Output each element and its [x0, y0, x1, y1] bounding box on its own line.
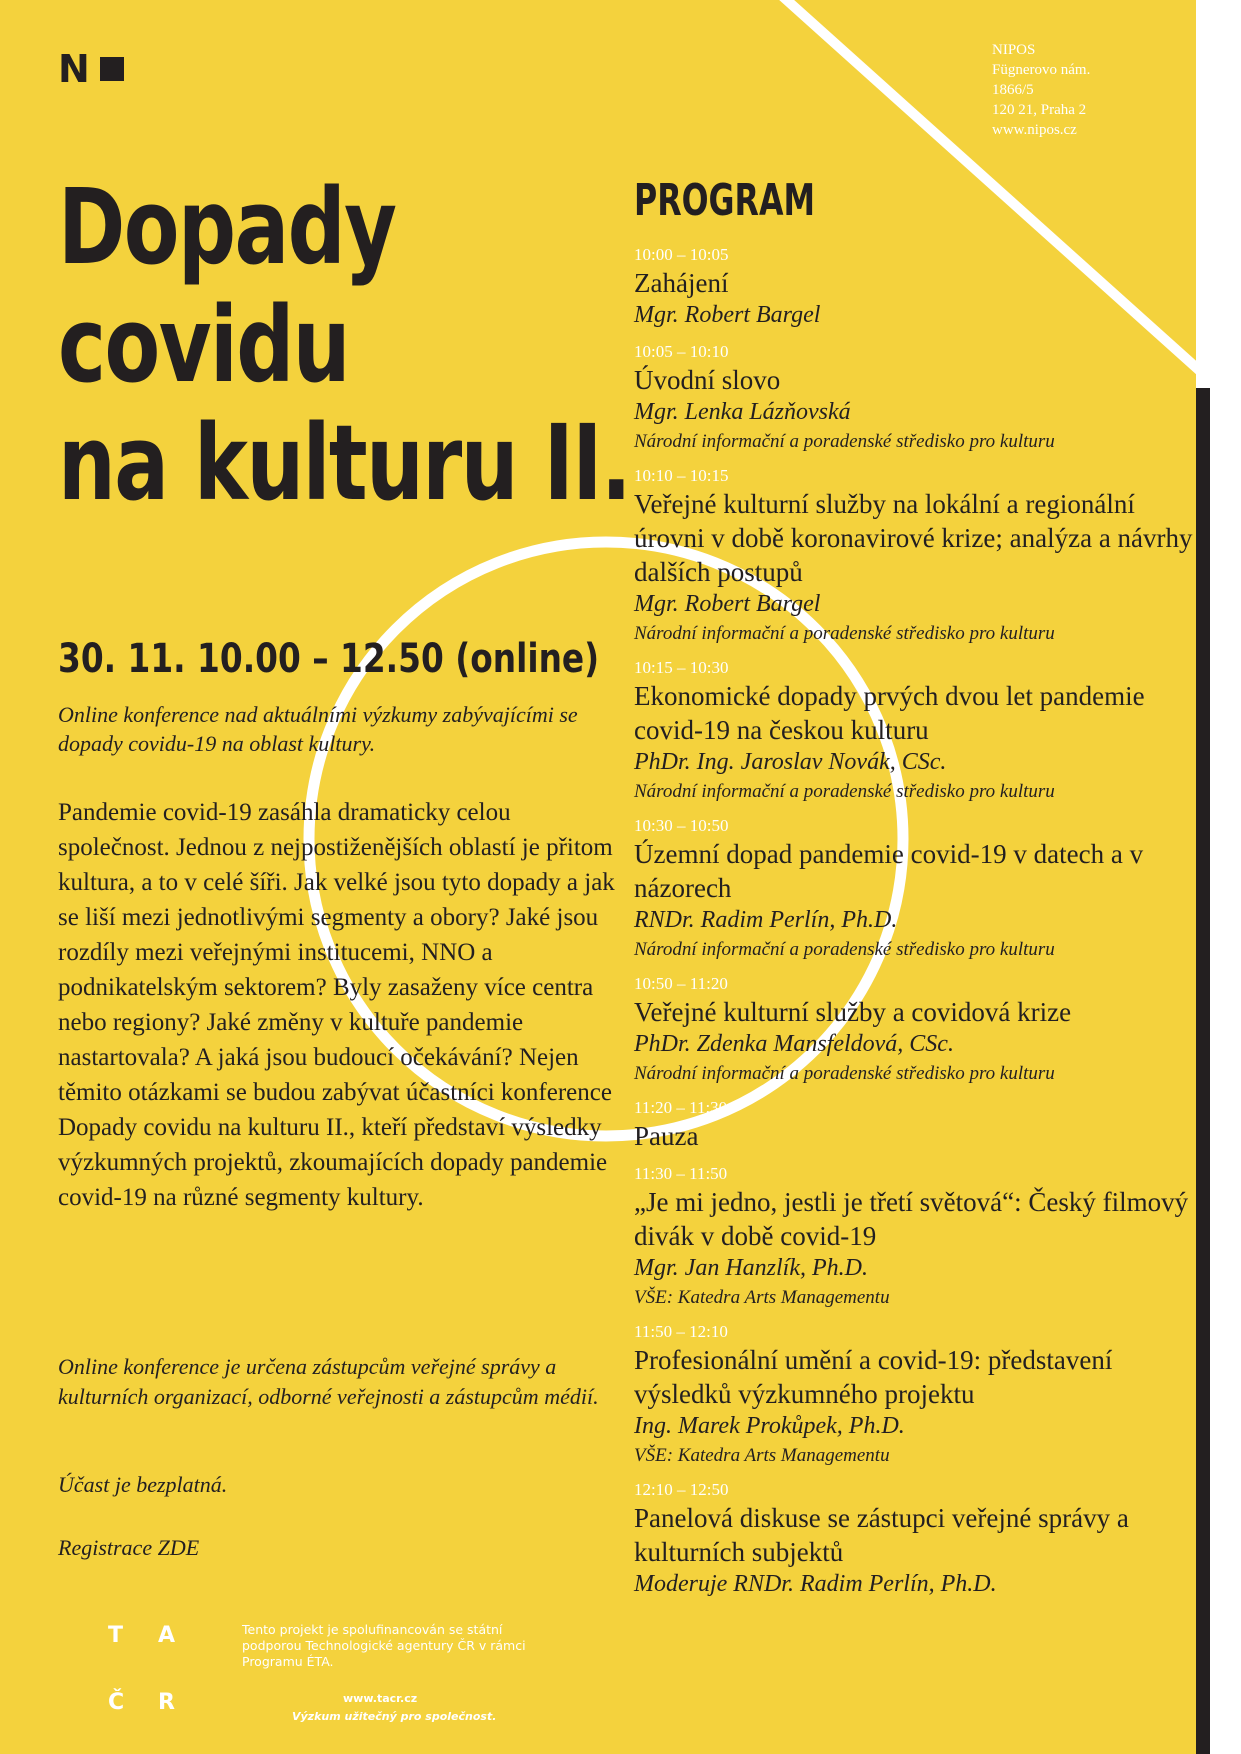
program-speaker: PhDr. Zdenka Mansfeldová, CSc.	[634, 1031, 954, 1057]
tacr-logo	[108, 1623, 208, 1715]
program-institution: Národní informační a poradenské středisko pro kulturu	[634, 939, 1055, 960]
program-institution: Národní informační a poradenské středisko pro kulturu	[634, 623, 1055, 644]
address-line[interactable]: www.nipos.cz	[992, 122, 1077, 138]
address-line: Fügnerovo nám.	[992, 62, 1091, 78]
nipos-logo	[58, 47, 124, 91]
program-item	[634, 341, 1194, 455]
program-item	[634, 465, 1194, 647]
title-line: na kulturu II.	[58, 402, 631, 524]
program-institution: VŠE: Katedra Arts Managementu	[634, 1445, 890, 1466]
program-speaker: Mgr. Robert Bargel	[634, 591, 821, 617]
program-time: 10:30 – 10:50	[634, 816, 729, 835]
page-title	[58, 168, 630, 522]
program-item	[634, 657, 1194, 805]
tacr-url-link[interactable]: www.tacr.cz	[343, 1692, 418, 1705]
program-time: 12:10 – 12:50	[634, 1480, 729, 1499]
logo-letter: N	[58, 47, 90, 91]
program-list	[634, 244, 1194, 1610]
program-title: Veřejné kulturní služby a covidová krize	[634, 997, 1072, 1027]
program-item	[634, 815, 1194, 963]
program-title: Úvodní slovo	[634, 365, 781, 395]
program-item	[634, 1321, 1194, 1469]
tacr-funding-text: Tento projekt je spolufinancován se státní podporou Technologické agentury ČR v rámci Programu ÉTA.	[242, 1622, 526, 1669]
program-institution: Národní informační a poradenské středisko pro kulturu	[634, 1063, 1055, 1084]
program-time: 11:20 – 11:30	[634, 1098, 728, 1117]
tacr-letter: Č	[108, 1690, 125, 1715]
free-admission-note: Účast je bezplatná.	[58, 1472, 228, 1497]
program-time: 10:15 – 10:30	[634, 658, 729, 677]
tacr-letter: A	[158, 1623, 176, 1648]
program-item	[634, 1479, 1194, 1600]
body-text: Pandemie covid-19 zasáhla dramaticky celou společnost. Jednou z nejpostiženějších oblastí je přitom kultura, a to v celé šíři. Jak velké jsou tyto dopady a jak se liší mezi jednotlivými segmenty a obory? Jaké jsou rozdíly mezi veřejnými institucemi, NNO a podnikatelským sektorem? Byly zasaženy více centra nebo regiony? Jaké změny v kultuře pandemie nastartovala? A jaká jsou budoucí očekávání? Nejen těmito otázkami se budou zabývat účastníci konference Dopady covidu na kulturu II., kteří představí výsledky výzkumných projektů, zkoumajících dopady pandemie covid-19 na různé segmenty kultury.	[58, 799, 615, 1211]
program-speaker: Mgr. Lenka Lázňovská	[634, 399, 851, 425]
program-title: Profesionální umění a covid-19: představení výsledků výzkumného projektu	[634, 1345, 1113, 1409]
event-datetime: 30. 11. 10.00 – 12.50 (online)	[58, 636, 600, 682]
program-title: Územní dopad pandemie covid-19 v datech a v názorech	[634, 839, 1144, 903]
program-institution: Národní informační a poradenské středisko pro kulturu	[634, 431, 1055, 452]
address-line: 120 21, Praha 2	[992, 102, 1087, 118]
tacr-letter: R	[158, 1690, 175, 1715]
intro-text: Online konference nad aktuálními výzkumy zabývajícími se dopady covidu-19 na oblast kultury.	[58, 702, 578, 756]
program-speaker: Moderuje RNDr. Radim Perlín, Ph.D.	[634, 1571, 997, 1597]
program-title: Pauza	[634, 1121, 699, 1151]
tacr-letter: T	[108, 1623, 124, 1648]
program-time: 10:10 – 10:15	[634, 466, 729, 485]
program-item	[634, 1163, 1194, 1311]
program-time: 11:30 – 11:50	[634, 1164, 728, 1183]
program-title: Ekonomické dopady prvých dvou let pandemie covid-19 na českou kulturu	[634, 681, 1145, 745]
registration-link[interactable]: Registrace ZDE	[58, 1535, 200, 1560]
program-title: „Je mi jedno, jestli je třetí světová“: Český filmový divák v době covid-19	[634, 1187, 1189, 1251]
logo-square	[100, 57, 124, 81]
program-time: 11:50 – 12:10	[634, 1322, 728, 1341]
program-speaker: Mgr. Jan Hanzlík, Ph.D.	[634, 1255, 868, 1281]
program-title: Zahájení	[634, 268, 729, 298]
program-speaker: PhDr. Ing. Jaroslav Novák, CSc.	[634, 749, 947, 775]
program-item	[634, 973, 1194, 1087]
program-time: 10:05 – 10:10	[634, 342, 729, 361]
program-speaker: Mgr. Robert Bargel	[634, 302, 821, 328]
program-item	[634, 244, 1194, 331]
program-speaker: RNDr. Radim Perlín, Ph.D.	[634, 907, 898, 933]
tacr-slogan: Výzkum užitečný pro společnost.	[292, 1710, 497, 1723]
program-title: Veřejné kulturní služby na lokální a regionální úrovni v době koronavirové krize; analýza a návrhy dalších postupů	[634, 489, 1193, 587]
program-title: Panelová diskuse se zástupci veřejné správy a kulturních subjektů	[634, 1503, 1129, 1567]
program-speaker: Ing. Marek Prokůpek, Ph.D.	[634, 1413, 905, 1439]
program-time: 10:00 – 10:05	[634, 245, 729, 264]
address-line: NIPOS	[992, 42, 1036, 58]
audience-note: Online konference je určena zástupcům veřejné správy a kulturních organizací, odborné veřejnosti a zástupcům médií.	[58, 1354, 599, 1409]
program-institution: Národní informační a poradenské středisko pro kulturu	[634, 781, 1055, 802]
program-time: 10:50 – 11:20	[634, 974, 728, 993]
address-block	[992, 40, 1090, 140]
title-line: Dopady	[58, 166, 396, 288]
program-institution: VŠE: Katedra Arts Managementu	[634, 1287, 890, 1308]
address-line: 1866/5	[992, 82, 1034, 98]
right-black-bar	[1196, 388, 1210, 1754]
program-item	[634, 1097, 1194, 1153]
title-line: covidu	[58, 284, 349, 406]
program-heading: PROGRAM	[634, 175, 815, 226]
